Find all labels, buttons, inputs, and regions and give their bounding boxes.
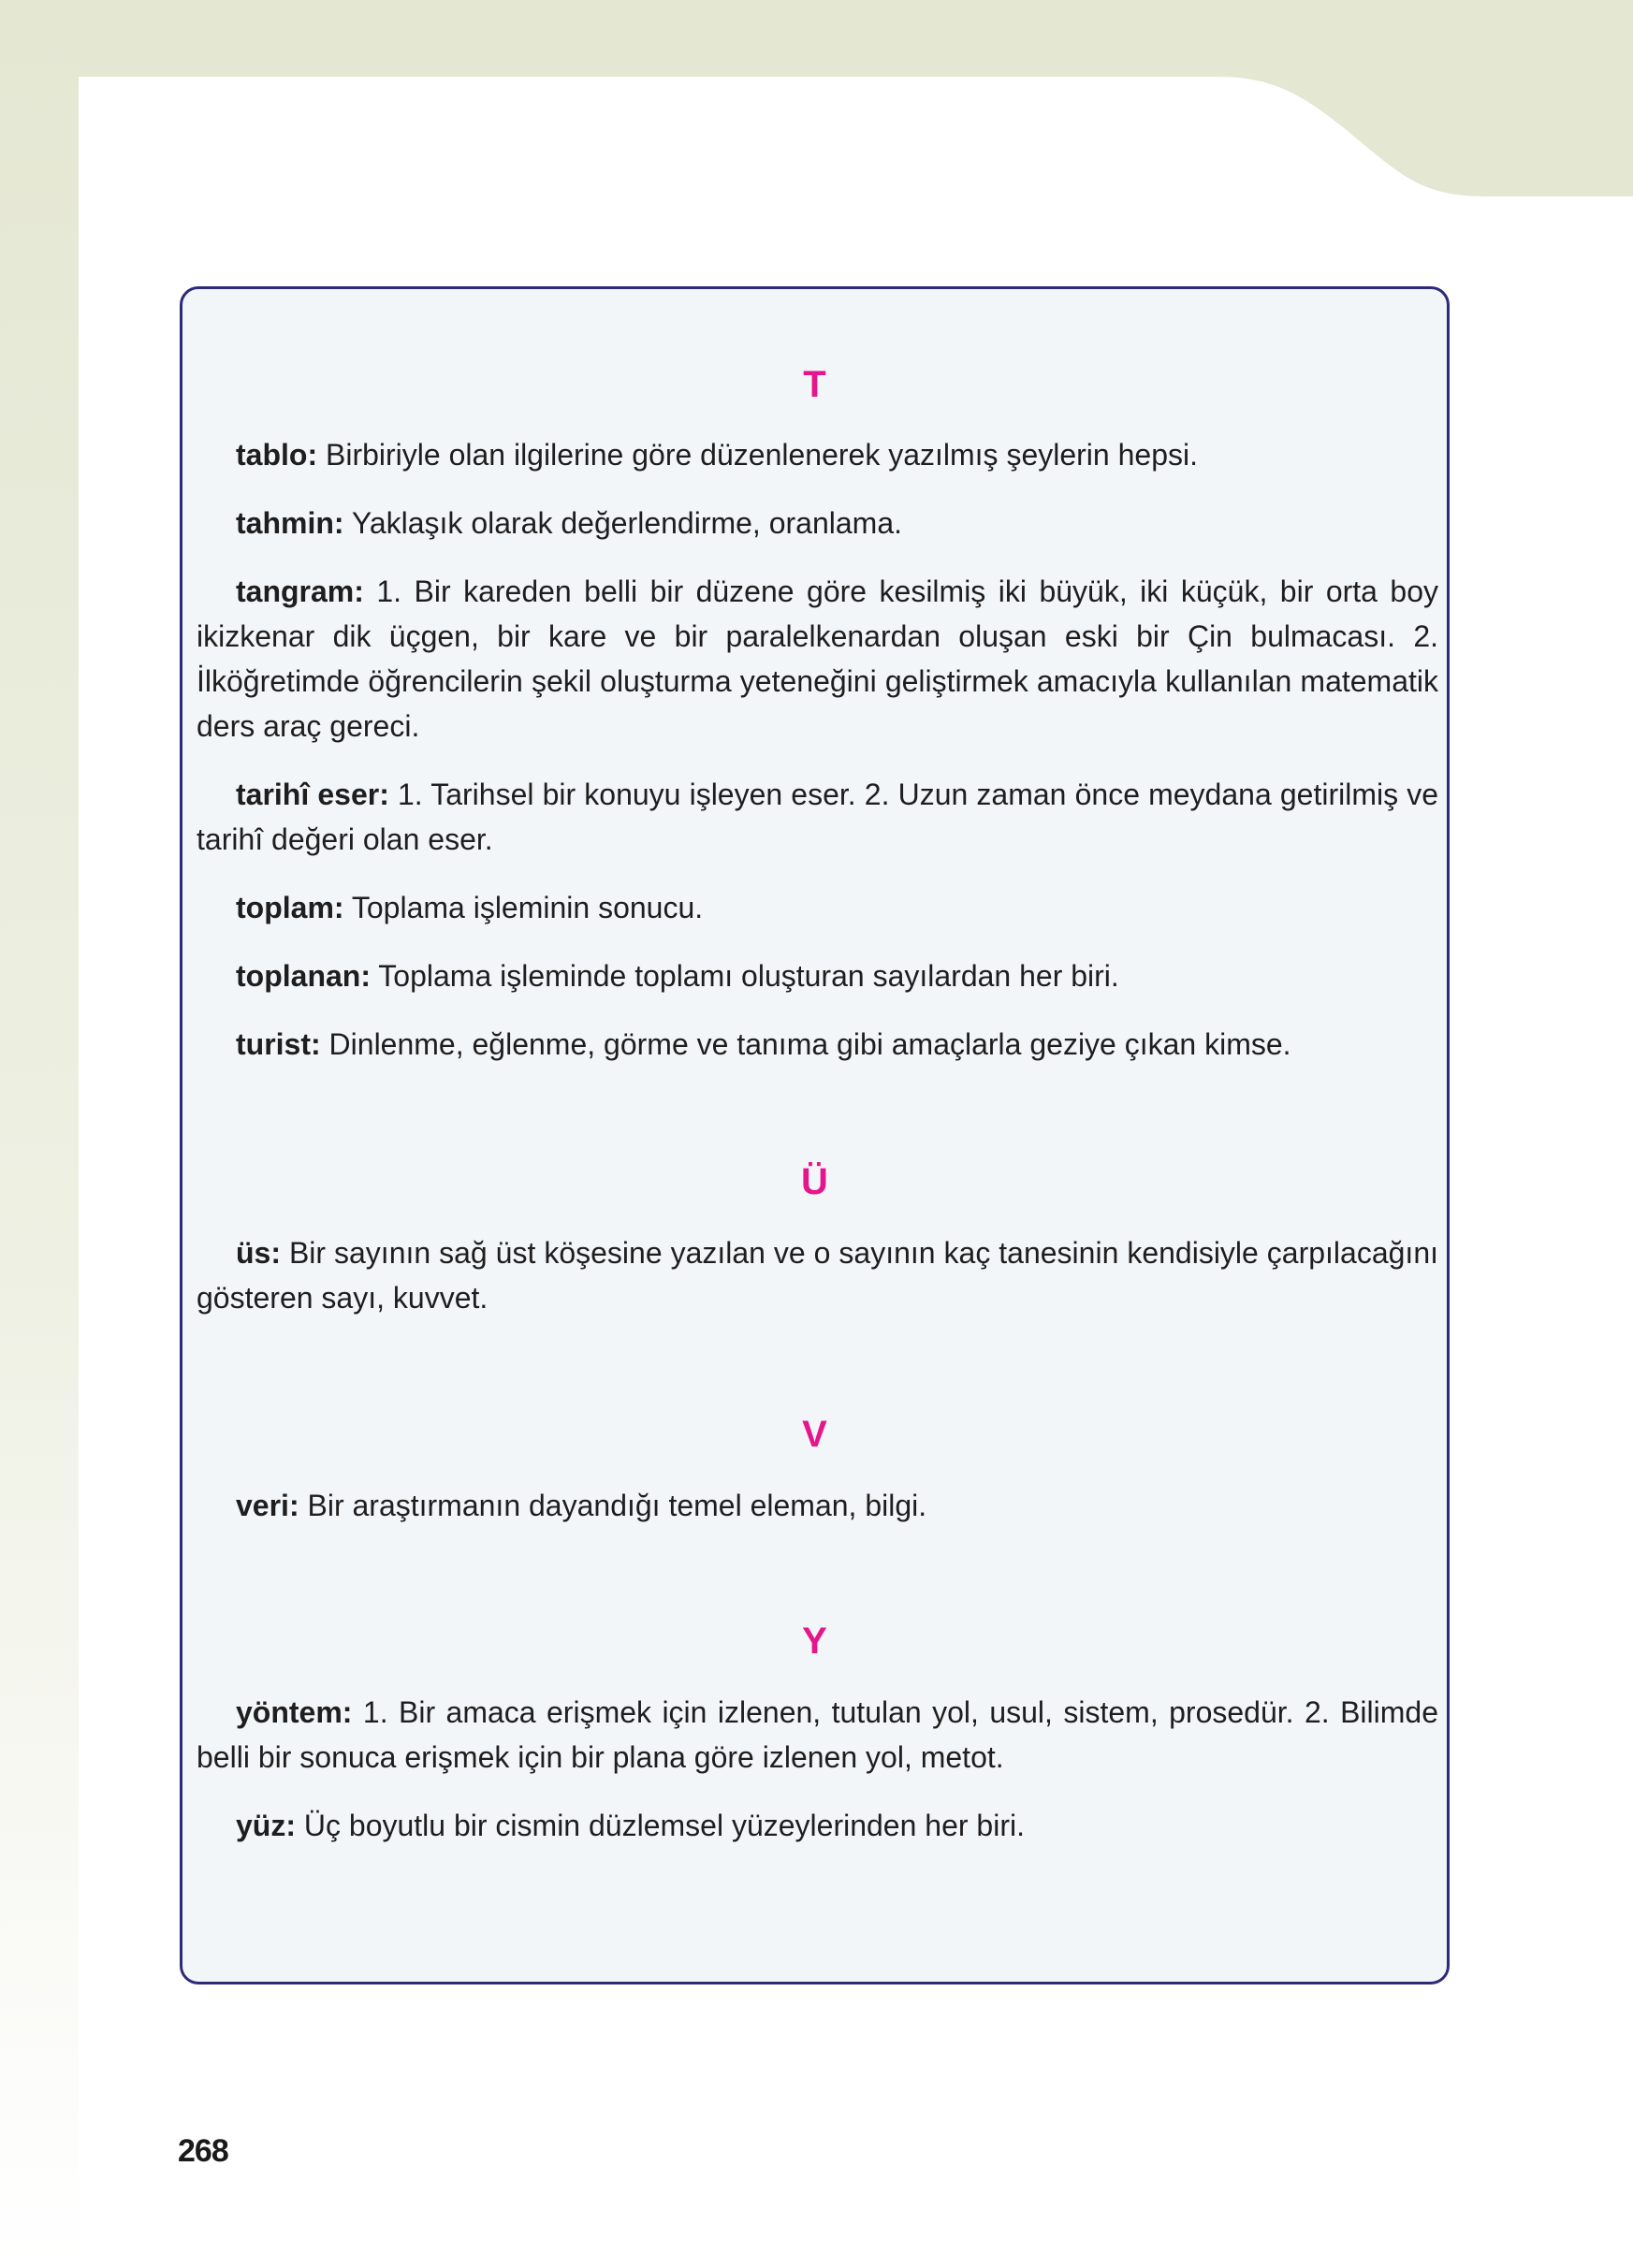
entry-tablo	[197, 432, 1438, 477]
section-letter-y: Y	[802, 1621, 827, 1662]
entry-tahmin	[197, 501, 1438, 545]
entry-definition: Üç boyutlu bir cismin düzlemsel yüzeylerinden her biri.	[303, 1809, 1025, 1842]
entry-term: toplam:	[236, 891, 344, 924]
entry-yuz	[197, 1803, 1438, 1848]
entry-term: yöntem:	[236, 1695, 353, 1729]
entry-us	[197, 1230, 1438, 1320]
entry-turist	[197, 1022, 1438, 1067]
section-letter-v: V	[802, 1414, 827, 1455]
entry-tangram	[197, 569, 1438, 749]
entry-term: yüz:	[236, 1809, 296, 1842]
entry-term: tablo:	[236, 438, 318, 472]
section-letter-t: T	[803, 364, 826, 405]
entry-definition: Birbiriyle olan ilgilerine göre düzenlenerek yazılmış şeylerin hepsi.	[325, 438, 1198, 472]
entry-term: tarihî eser:	[236, 778, 389, 811]
entry-term: üs:	[236, 1236, 281, 1270]
entry-veri	[197, 1483, 1438, 1528]
entry-term: tangram:	[236, 574, 364, 608]
entry-yontem	[197, 1690, 1438, 1780]
page-number: 268	[178, 2133, 228, 2169]
entry-definition: Dinlenme, eğlenme, görme ve tanıma gibi amaçlarla geziye çıkan kimse.	[328, 1027, 1291, 1061]
entry-definition: Bir araştırmanın dayandığı temel eleman, bilgi.	[307, 1489, 927, 1522]
entry-definition: Yaklaşık olarak değerlendirme, oranlama.	[351, 506, 902, 540]
section-letter-u: Ü	[801, 1161, 828, 1202]
entry-definition: Bir sayının sağ üst köşesine yazılan ve o sayının kaç tanesinin kendisiyle çarpılacağını gösteren sayı, kuvvet.	[197, 1236, 1439, 1315]
entry-term: toplanan:	[236, 959, 371, 993]
glossary-box	[180, 286, 1450, 1985]
entry-toplanan	[197, 953, 1438, 998]
entry-term: turist:	[236, 1027, 321, 1061]
entry-tarihi-eser	[197, 772, 1438, 862]
entry-definition: Toplama işleminde toplamı oluşturan sayılardan her biri.	[378, 959, 1119, 993]
entry-definition: Toplama işleminin sonucu.	[351, 891, 704, 924]
entry-toplam	[197, 885, 1438, 930]
entry-term: veri:	[236, 1489, 299, 1522]
entry-definition: 1. Bir amaca erişmek için izlenen, tutulan yol, usul, sistem, prosedür. 2. Bilimde belli bir sonuca erişmek için bir plana göre izlenen yol, metot.	[197, 1695, 1439, 1774]
entry-definition: 1. Tarihsel bir konuyu işleyen eser. 2. Uzun zaman önce meydana getirilmiş ve tarihî değeri olan eser.	[197, 778, 1439, 856]
entry-term: tahmin:	[236, 506, 344, 540]
entry-definition: 1. Bir kareden belli bir düzene göre kesilmiş iki büyük, iki küçük, bir orta boy ikizkenar dik üçgen, bir kare ve bir paralelkenardan oluşan eski bir Çin bulmacası. 2. İlköğretimde öğrencilerin şekil oluşturma yeteneğini geliştirmek amacıyla kullanılan matematik ders araç gereci.	[197, 574, 1439, 743]
